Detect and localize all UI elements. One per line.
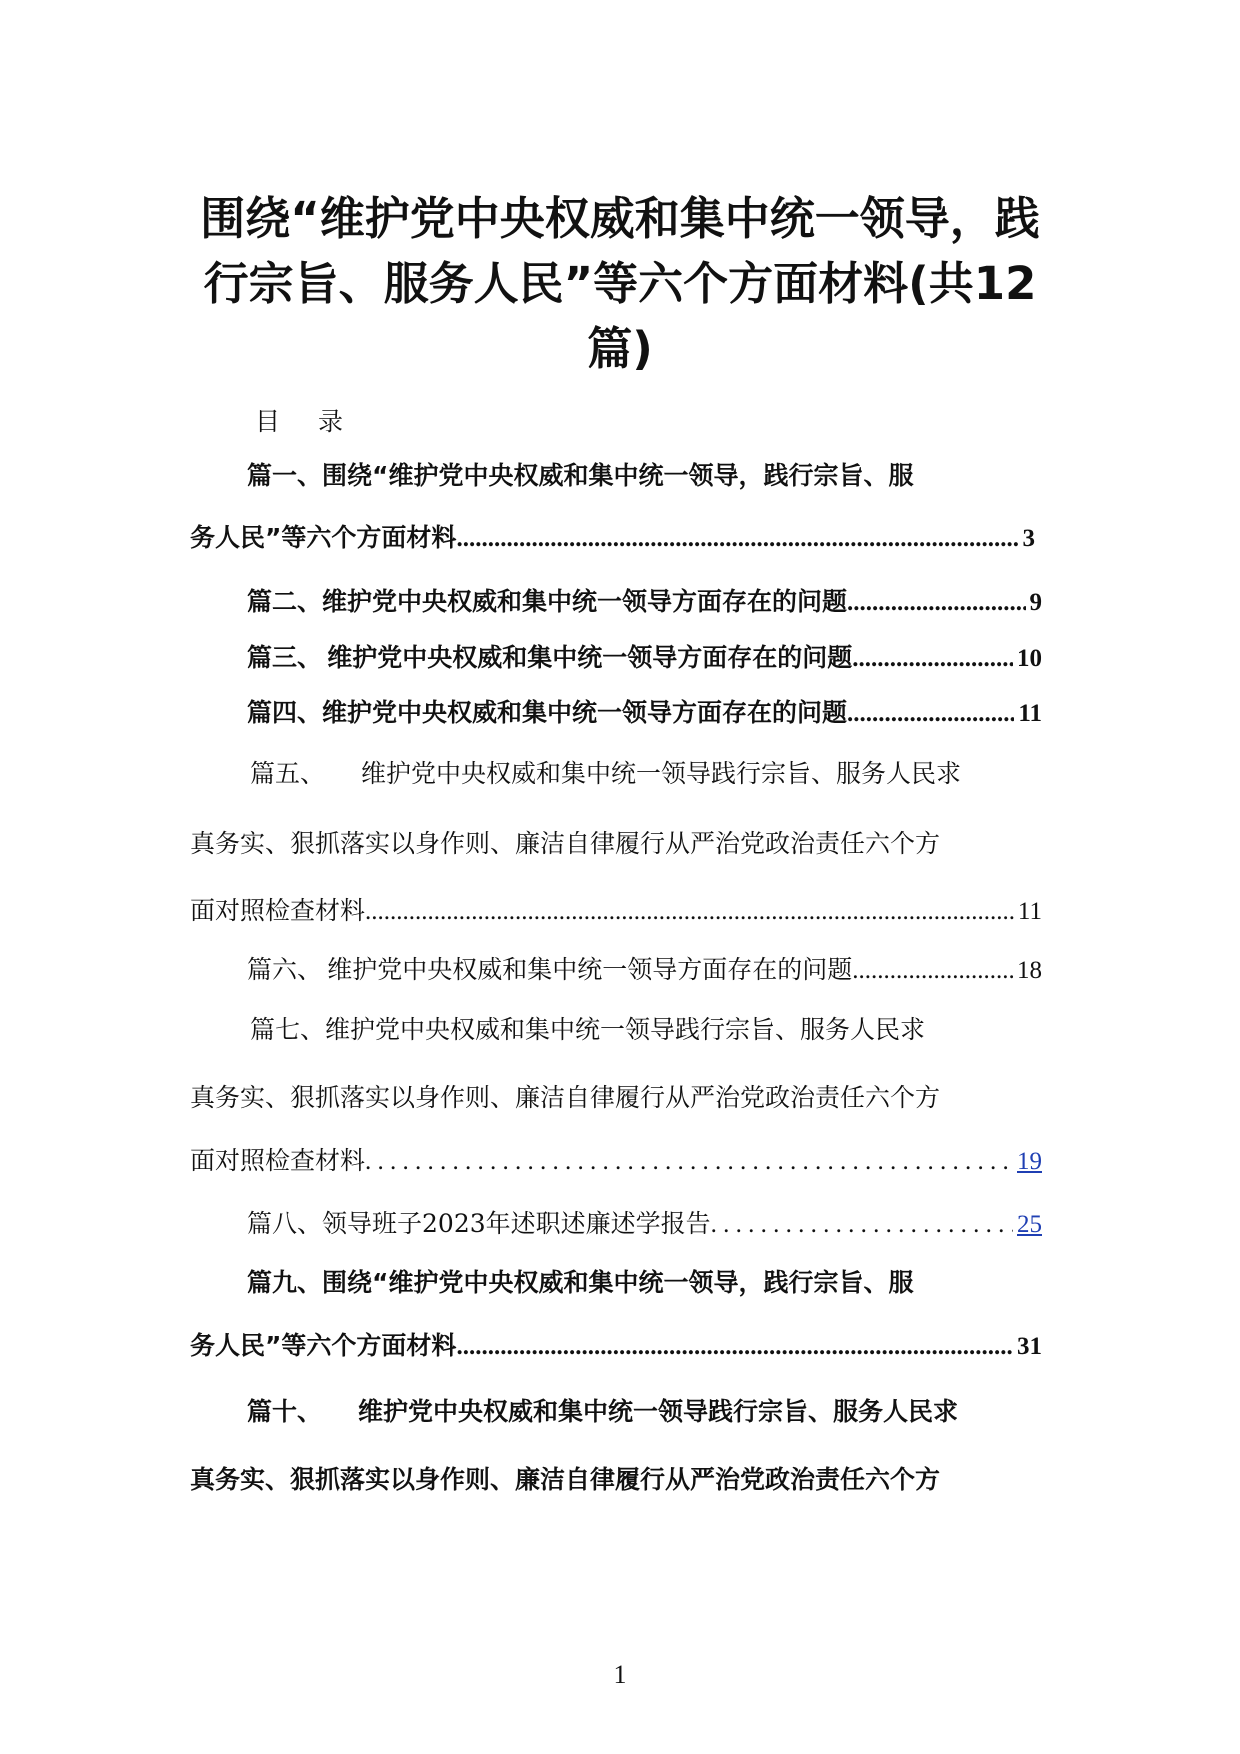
toc-entry-9-line1[interactable]	[247, 1265, 913, 1301]
toc-entry-text: 领导班子2023年述职述廉述学报告	[322, 1209, 711, 1238]
toc-page-number: 3	[1022, 525, 1035, 552]
dot-leader	[711, 1207, 1013, 1243]
dot-leader	[365, 894, 1014, 930]
dot-leader	[365, 1144, 1013, 1180]
dot-leader	[456, 521, 1018, 557]
toc-heading-char: 录	[318, 407, 344, 436]
toc-page-link[interactable]: 25	[1017, 1211, 1042, 1238]
toc-page-number: 18	[1017, 957, 1042, 984]
toc-entry-10-line1[interactable]	[247, 1394, 958, 1430]
toc-entry-label: 篇三、	[247, 643, 323, 672]
toc-entry-label: 篇八、	[247, 1209, 323, 1238]
toc-entry-5-line2[interactable]	[190, 826, 940, 862]
toc-page-number: 31	[1017, 1333, 1042, 1360]
dot-leader	[852, 953, 1013, 989]
toc-entry-text: 面对照检查材料	[190, 896, 366, 925]
toc-entry-text: 维护党中央权威和集中统一领导践行宗旨、服务人民求	[358, 1397, 959, 1426]
toc-heading	[255, 402, 343, 438]
toc-entry-2[interactable]	[247, 584, 1042, 621]
toc-entry-9-line2[interactable]	[190, 1328, 1042, 1365]
toc-entry-text: 维护党中央权威和集中统一领导践行宗旨、服务人民求	[325, 1015, 926, 1044]
toc-page-number: 11	[1017, 898, 1042, 925]
toc-entry-text: 务人民”等六个方面材料	[190, 523, 457, 552]
toc-page-number: 10	[1017, 645, 1042, 672]
dot-leader	[456, 1329, 1013, 1365]
toc-entry-1-line1[interactable]	[247, 458, 913, 494]
toc-entry-4[interactable]	[247, 695, 1042, 732]
toc-entry-text: 务人民”等六个方面材料	[190, 1331, 457, 1360]
toc-page-number: 11	[1018, 700, 1042, 727]
page-number: 1	[613, 1660, 627, 1689]
toc-entry-text: 维护党中央权威和集中统一领导践行宗旨、服务人民求	[361, 759, 962, 788]
toc-entry-7-line3[interactable]	[190, 1143, 1042, 1180]
toc-entry-label: 篇一、	[247, 461, 323, 490]
toc-entry-label: 篇七、	[250, 1015, 326, 1044]
toc-entry-7-line2[interactable]	[190, 1080, 940, 1116]
toc-entry-text: 面对照检查材料	[190, 1146, 366, 1175]
toc-entry-label: 篇二、	[247, 587, 323, 616]
toc-entry-6[interactable]	[247, 952, 1042, 989]
title-line: 围绕“维护党中央权威和集中统一领导，践	[200, 192, 1040, 245]
dot-leader	[847, 696, 1014, 732]
title-line: 篇)	[587, 322, 653, 375]
toc-entry-label: 篇九、	[247, 1268, 323, 1297]
toc-entry-text: 维护党中央权威和集中统一领导方面存在的问题	[322, 698, 848, 727]
toc-entry-8[interactable]	[247, 1206, 1042, 1243]
toc-entry-label: 篇五、	[250, 759, 326, 788]
toc-entry-label: 篇十、	[247, 1397, 323, 1426]
toc-entry-text: 真务实、狠抓落实以身作则、廉洁自律履行从严治党政治责任六个方	[190, 1465, 941, 1494]
dot-leader	[852, 641, 1013, 677]
toc-entry-text: 维护党中央权威和集中统一领导方面存在的问题	[327, 955, 853, 984]
document-title	[180, 186, 1060, 381]
toc-entry-label: 篇六、	[247, 955, 323, 984]
toc-entry-3[interactable]	[247, 640, 1042, 677]
toc-entry-text: 维护党中央权威和集中统一领导方面存在的问题	[322, 587, 848, 616]
toc-page-number: 9	[1029, 589, 1042, 616]
toc-entry-1-line2[interactable]	[190, 520, 1035, 557]
toc-entry-label: 篇四、	[247, 698, 323, 727]
toc-entry-5-line1[interactable]	[250, 756, 961, 792]
toc-entry-5-line3[interactable]	[190, 893, 1042, 930]
toc-heading-char: 目	[255, 407, 281, 436]
toc-entry-text: 维护党中央权威和集中统一领导方面存在的问题	[327, 643, 853, 672]
toc-entry-text: 围绕“维护党中央权威和集中统一领导，践行宗旨、服	[322, 461, 914, 490]
dot-leader	[847, 585, 1025, 621]
toc-entry-text: 真务实、狠抓落实以身作则、廉洁自律履行从严治党政治责任六个方	[190, 1083, 941, 1112]
toc-entry-7-line1[interactable]	[250, 1012, 925, 1048]
toc-entry-10-line2[interactable]	[190, 1462, 940, 1498]
toc-page-link[interactable]: 19	[1017, 1148, 1042, 1175]
title-line: 行宗旨、服务人民”等六个方面材料(共12	[203, 257, 1037, 310]
toc-entry-text: 围绕“维护党中央权威和集中统一领导，践行宗旨、服	[322, 1268, 914, 1297]
toc-entry-text: 真务实、狠抓落实以身作则、廉洁自律履行从严治党政治责任六个方	[190, 829, 941, 858]
